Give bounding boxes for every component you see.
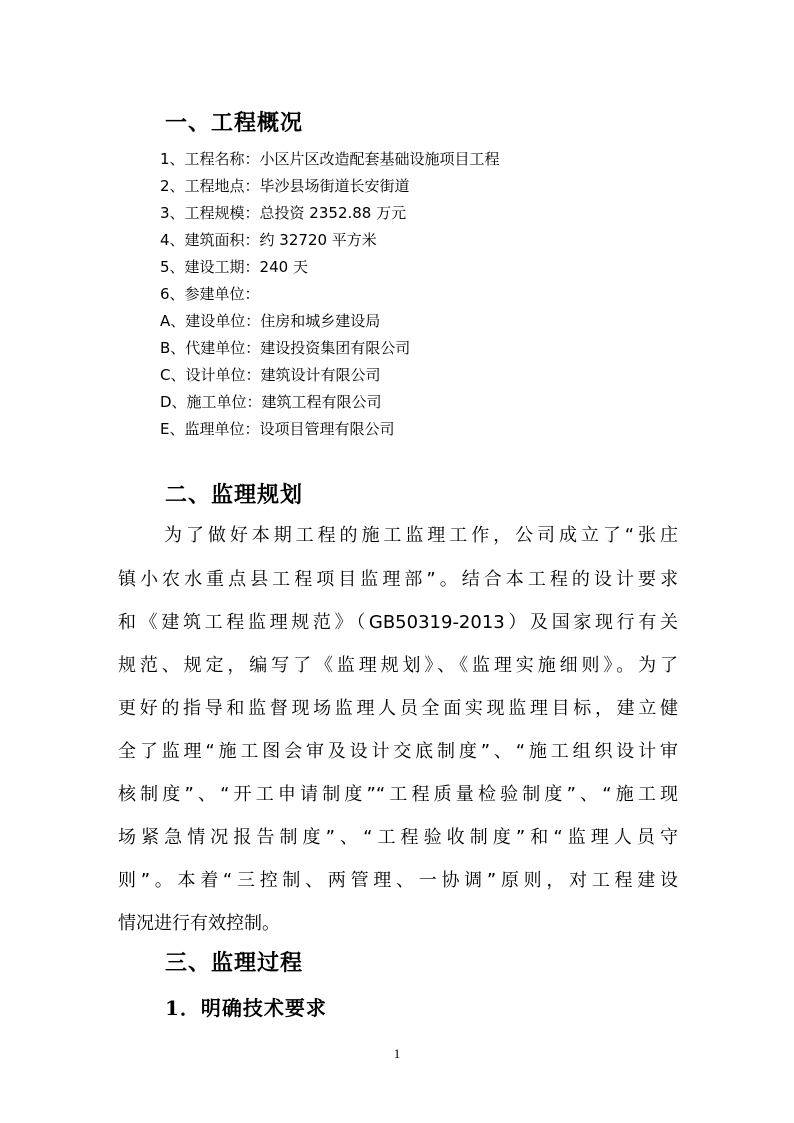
paragraph-line: 场紧急情况报告制度”、“工程验收制度”和“监理人员守 [118,827,678,848]
section-heading-overview: 一、工程概况 [165,110,304,136]
paragraph-line: 全了监理“施工图会审及设计交底制度”、“施工组织设计审 [118,741,678,762]
paragraph-line: 情况进行有效控制。 [118,913,280,934]
section-heading-process: 三、监理过程 [165,950,304,976]
paragraph-line: 和《建筑工程监理规范》（GB50319-2013）及国家现行有关 [118,612,678,633]
list-item: 4、建筑面积：约 32720 平方米 [160,231,377,249]
list-item: 6、参建单位： [160,285,260,303]
paragraph-line: 为了做好本期工程的施工监理工作，公司成立了“张庄 [164,525,678,546]
list-item: B、代建单位：建设投资集团有限公司 [160,339,411,357]
paragraph-line: 则”。本着“三控制、两管理、一协调”原则，对工程建设 [118,870,678,891]
list-item: E、监理单位：设项目管理有限公司 [160,420,395,438]
section-heading-planning: 二、监理规划 [165,482,304,508]
paragraph-line: 规范、规定，编写了《监理规划》、《监理实施细则》。为了 [118,655,678,676]
list-item: 2、工程地点：毕沙县场街道长安街道 [160,177,410,195]
page-number: 1 [393,1046,401,1061]
paragraph-line: 更好的指导和监督现场监理人员全面实现监理目标，建立健 [118,698,678,719]
subheading-technical-requirements: 1．明确技术要求 [165,996,327,1020]
list-item: 3、工程规模：总投资 2352.88 万元 [160,204,407,222]
list-item: C、设计单位：建筑设计有限公司 [160,366,381,384]
list-item: 1、工程名称：小区片区改造配套基础设施项目工程 [160,150,500,168]
list-item: D、施工单位：建筑工程有限公司 [160,393,382,411]
list-item: A、建设单位：住房和城乡建设局 [160,312,381,330]
list-item: 5、建设工期：240 天 [160,258,308,276]
paragraph-line: 镇小农水重点县工程项目监理部”。结合本工程的设计要求 [118,569,678,590]
paragraph-line: 核制度”、“开工申请制度”“工程质量检验制度”、“施工现 [118,784,678,805]
